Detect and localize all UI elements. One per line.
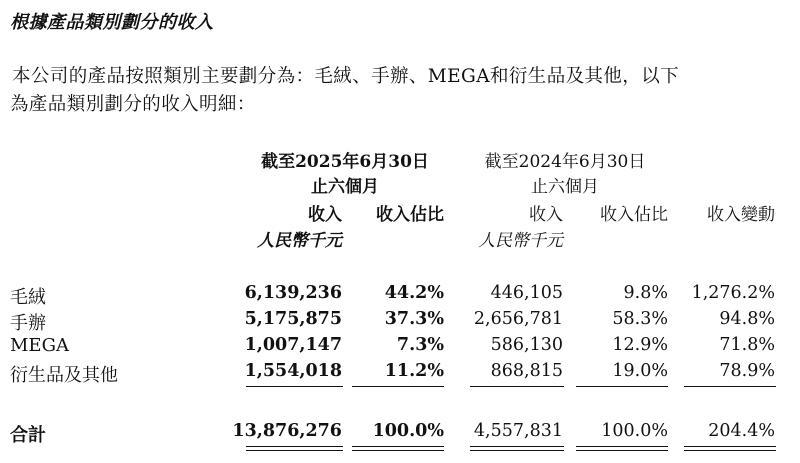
cell-mega-current-revenue: 1,007,147: [244, 335, 342, 355]
cell-figures-prior-revenue: 2,656,781: [473, 309, 563, 329]
total-underline-prior-share: [576, 446, 668, 451]
total-underline-prior-revenue: [470, 446, 564, 451]
row-label-mega: MEGA: [10, 335, 69, 356]
total-underline-current-revenue: [246, 446, 343, 451]
cell-plush-prior-share: 9.8%: [623, 283, 668, 303]
cell-total-current-revenue: 13,876,276: [232, 421, 342, 441]
col-header-prior-share: 收入佔比: [600, 205, 668, 225]
subtotal-rule-prior-revenue: [470, 386, 564, 387]
unit-prior: 人民幣千元: [478, 231, 563, 251]
cell-derivatives-change: 78.9%: [719, 361, 775, 381]
total-underline-change: [684, 446, 776, 451]
row-label-derivatives: 衍生品及其他: [10, 365, 118, 386]
cell-total-prior-share: 100.0%: [601, 421, 668, 441]
cell-figures-current-revenue: 5,175,875: [244, 309, 342, 329]
subtotal-rule-current-share: [352, 386, 444, 387]
col-header-change: 收入變動: [707, 205, 775, 225]
prior-period-subheader: 止六個月: [531, 177, 599, 197]
intro-paragraph: [10, 63, 792, 119]
cell-figures-prior-share: 58.3%: [612, 309, 668, 329]
subtotal-rule-current-revenue: [246, 386, 343, 387]
subtotal-rule-change: [684, 386, 776, 387]
col-header-current-share: 收入佔比: [376, 205, 444, 225]
cell-mega-prior-revenue: 586,130: [490, 335, 563, 355]
cell-total-prior-revenue: 4,557,831: [473, 421, 563, 441]
cell-derivatives-current-revenue: 1,554,018: [244, 361, 342, 381]
unit-current: 人民幣千元: [257, 231, 342, 251]
cell-total-current-share: 100.0%: [372, 421, 444, 441]
intro-line-1: 本公司的產品按照類別主要劃分為：毛絨、手辦、MEGA和衍生品及其他，以下: [12, 66, 679, 87]
section-title: 根據產品類別劃分的收入: [10, 12, 214, 33]
prior-period-header: 截至2024年6月30日: [484, 152, 646, 172]
cell-mega-current-share: 7.3%: [396, 335, 444, 355]
cell-figures-current-share: 37.3%: [384, 309, 444, 329]
current-period-subheader: 止六個月: [311, 177, 379, 197]
cell-figures-change: 94.8%: [719, 309, 775, 329]
cell-mega-prior-share: 12.9%: [612, 335, 668, 355]
cell-plush-current-revenue: 6,139,236: [244, 283, 342, 303]
total-underline-current-share: [352, 446, 444, 451]
cell-mega-change: 71.8%: [719, 335, 775, 355]
cell-plush-current-share: 44.2%: [384, 283, 444, 303]
row-label-total: 合計: [10, 425, 46, 446]
cell-derivatives-prior-revenue: 868,815: [490, 361, 563, 381]
row-label-plush: 毛絨: [10, 287, 46, 308]
intro-line-2: 為產品類別劃分的收入明細：: [10, 94, 256, 115]
col-header-prior-revenue: 收入: [529, 205, 563, 225]
current-period-header: 截至2025年6月30日: [261, 152, 429, 172]
row-label-figures: 手辦: [10, 313, 46, 334]
subtotal-rule-prior-share: [576, 386, 668, 387]
cell-derivatives-current-share: 11.2%: [384, 361, 444, 381]
cell-plush-change: 1,276.2%: [691, 283, 775, 303]
cell-total-change: 204.4%: [708, 421, 775, 441]
cell-plush-prior-revenue: 446,105: [490, 283, 563, 303]
col-header-current-revenue: 收入: [308, 205, 342, 225]
cell-derivatives-prior-share: 19.0%: [612, 361, 668, 381]
